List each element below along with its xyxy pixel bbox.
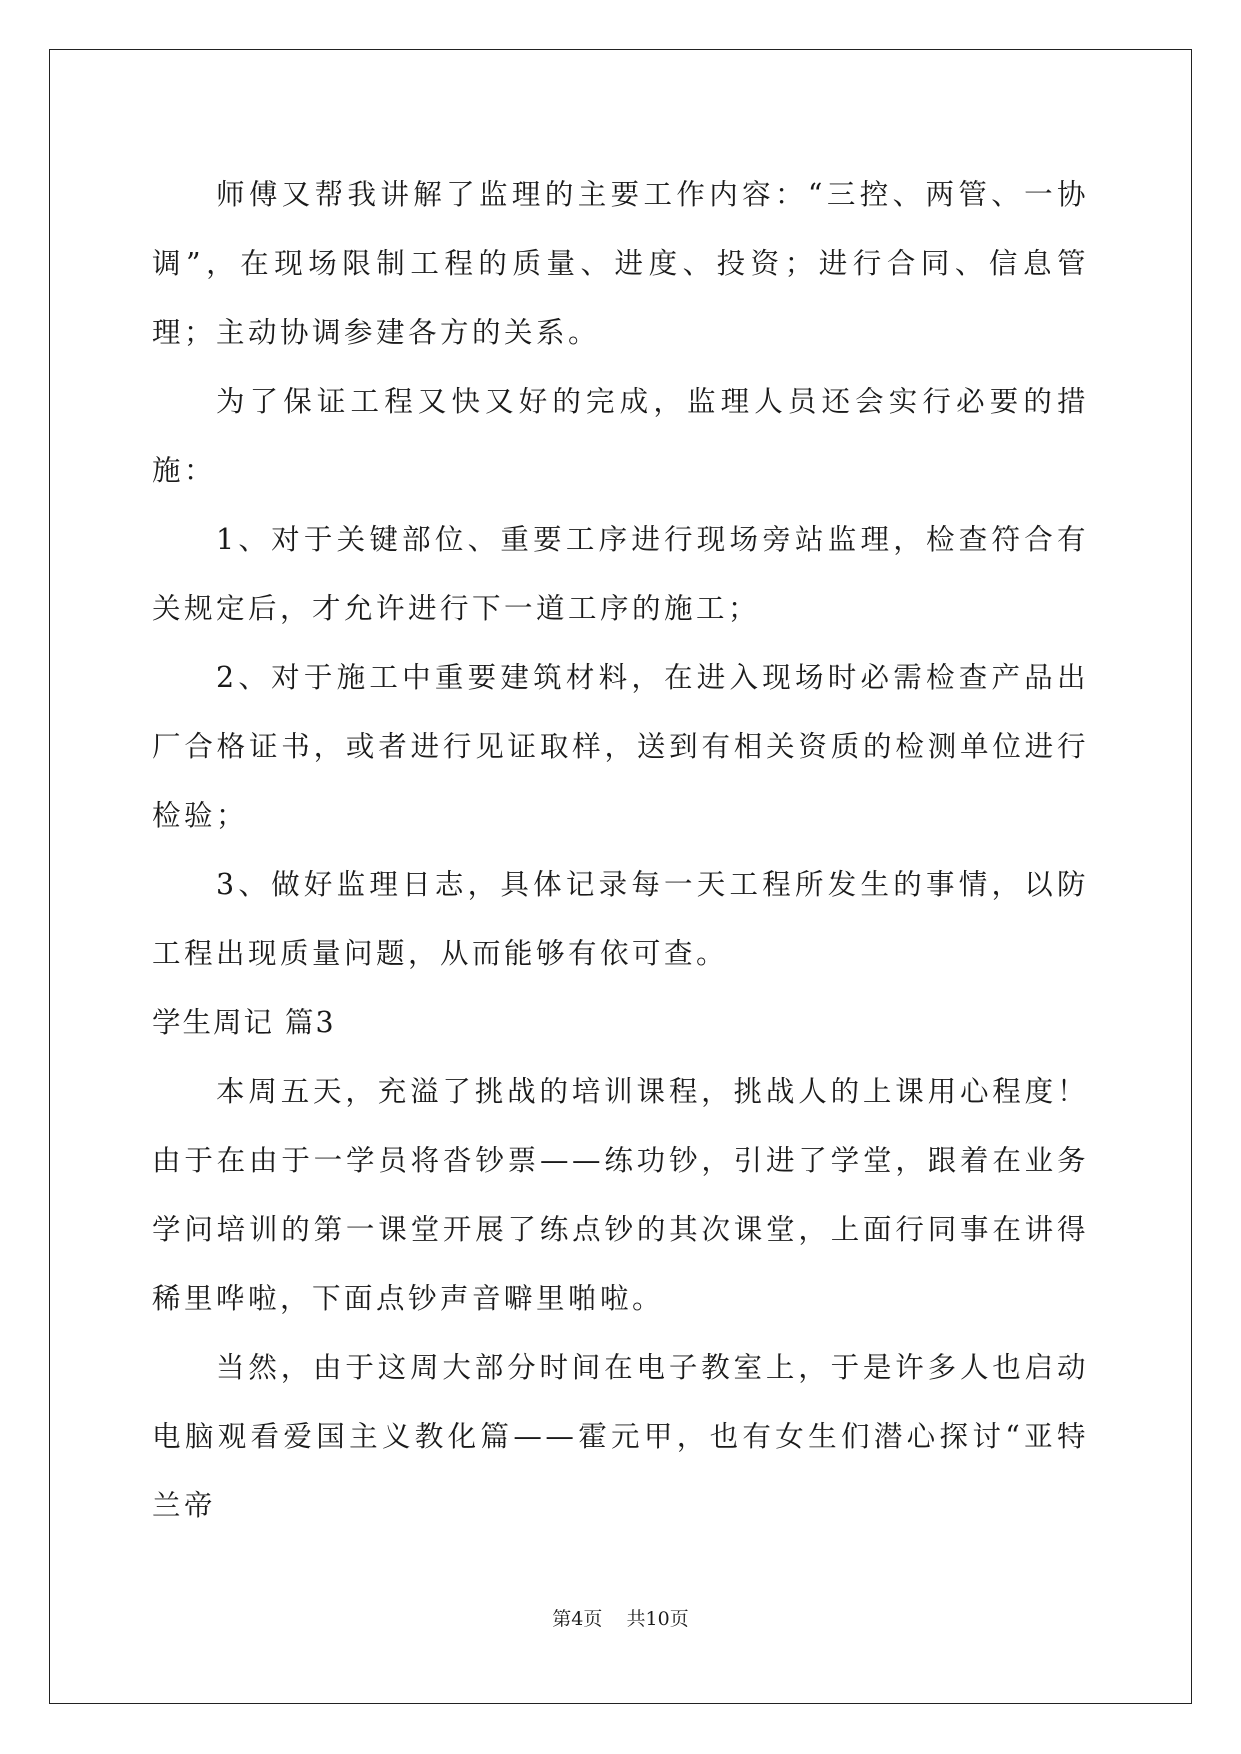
paragraph-measure-1: 1、对于关键部位、重要工序进行现场旁站监理，检查符合有关规定后，才允许进行下一道工序的施工； [152,523,1089,625]
paragraph-measure-3: 3、做好监理日志，具体记录每一天工程所发生的事情，以防工程出现质量问题，从而能够有依可查。 [152,868,1089,970]
paragraph-supervision-duties: 师傅又帮我讲解了监理的主要工作内容：“三控、两管、一协调”，在现场限制工程的质量、进度、投资；进行合同、信息管理；主动协调参建各方的关系。 [152,178,1089,349]
page-number: 第4页 [552,1608,603,1630]
page-total: 共10页 [626,1608,689,1630]
document-body [152,160,1089,1540]
page-footer [0,1604,1241,1631]
section-heading: 学生周记 篇3 [152,1006,336,1039]
paragraph-measure-2: 2、对于施工中重要建筑材料，在进入现场时必需检查产品出厂合格证书，或者进行见证取样，送到有相关资质的检测单位进行检验； [152,661,1089,832]
paragraph-week-training: 本周五天，充溢了挑战的培训课程，挑战人的上课用心程度！由于在由于一学员将沓钞票——练功钞，引进了学堂，跟着在业务学问培训的第一课堂开展了练点钞的其次课堂，上面行同事在讲得稀里哗啦，下面点钞声音噼里啪啦。 [152,1075,1089,1315]
paragraph-computer-lab: 当然，由于这周大部分时间在电子教室上，于是许多人也启动电脑观看爱国主义教化篇——霍元甲，也有女生们潜心探讨“亚特兰帝 [152,1351,1089,1522]
paragraph-measures-intro: 为了保证工程又快又好的完成，监理人员还会实行必要的措施： [152,385,1089,487]
